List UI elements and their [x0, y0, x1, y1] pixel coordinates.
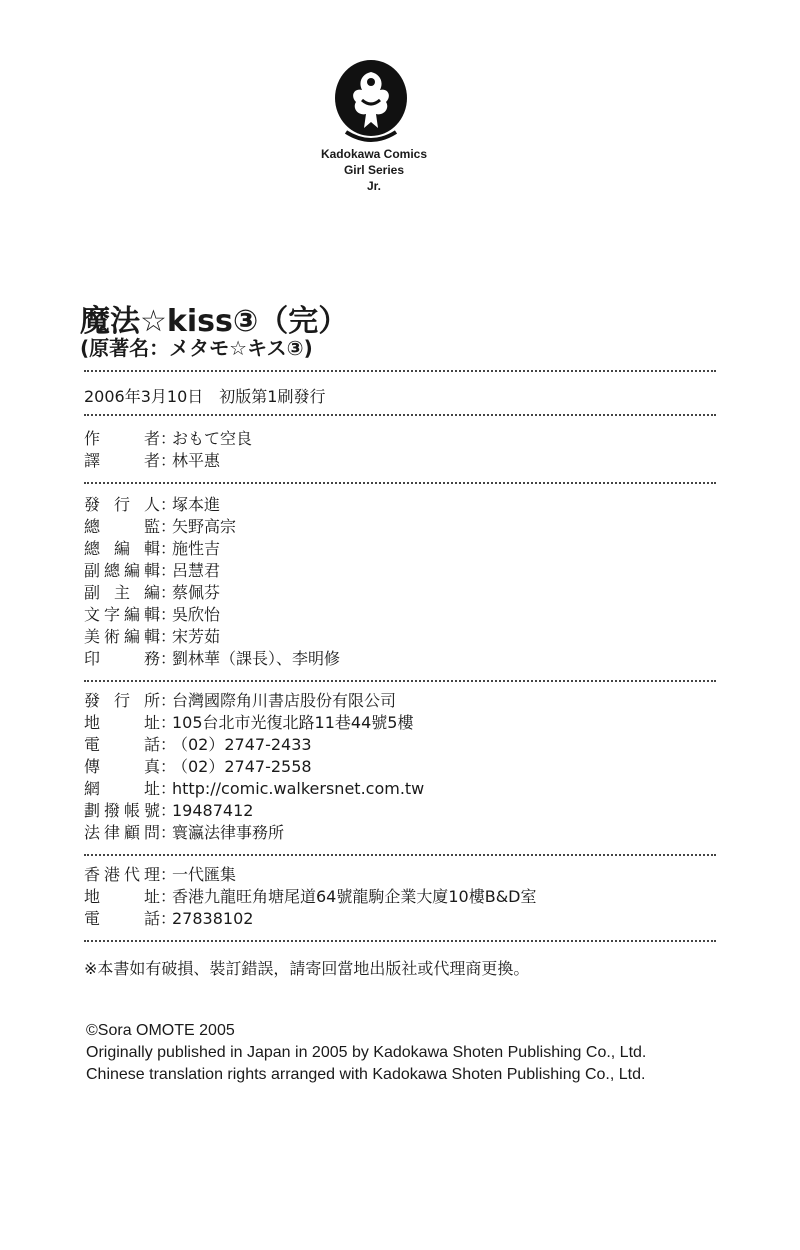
imprint-line: Jr.	[366, 179, 381, 193]
credit-label: 印務	[84, 649, 160, 668]
credit-label: 網址	[84, 779, 160, 798]
dotted-divider	[84, 854, 716, 856]
hk-agent-block	[84, 864, 537, 930]
credit-value: 呂慧君	[172, 561, 221, 580]
credit-value: 吳欣怡	[172, 605, 221, 624]
credit-row: 總編輯：施性吉	[84, 539, 221, 558]
credit-value: 蔡佩芬	[172, 583, 221, 602]
credit-row: 網址：http://comic.walkersnet.com.tw	[84, 779, 425, 798]
credit-row: 電話：27838102	[84, 909, 254, 928]
credit-value: 塚本進	[172, 495, 221, 514]
credit-row: 地址：105台北市光復北路11巷44號5樓	[84, 713, 414, 732]
phoenix-logo-icon	[332, 58, 410, 144]
credit-value: （02）2747-2558	[172, 757, 312, 776]
credit-row: 作者：おもて空良	[84, 429, 253, 448]
damage-notice: ※本書如有破損、裝訂錯誤，請寄回當地出版社或代理商更換。	[84, 959, 530, 978]
credit-label: 傳真	[84, 757, 160, 776]
credit-label: 譯者	[84, 451, 160, 470]
credit-value: 劉林華（課長）、李明修	[172, 649, 341, 668]
author-block	[84, 428, 252, 472]
credit-row: 劃撥帳號：19487412	[84, 801, 254, 820]
credit-label: 地址	[84, 887, 160, 906]
credit-value: 矢野高宗	[172, 517, 237, 536]
credit-value: おもて空良	[172, 429, 253, 448]
credit-label: 作者	[84, 429, 160, 448]
credit-value: 香港九龍旺角塘尾道64號龍駒企業大廈10樓B&D室	[172, 887, 537, 906]
copyright-line: Originally published in Japan in 2005 by Kadokawa Shoten Publishing Co., Ltd.	[86, 1044, 647, 1061]
credit-row: 譯者：林平惠	[84, 451, 221, 470]
credit-row: 法律顧問：寰瀛法律事務所	[84, 823, 285, 842]
credit-row: 發行人：塚本進	[84, 495, 221, 514]
credit-value: （02）2747-2433	[172, 735, 312, 754]
credit-label: 文字編輯	[84, 605, 160, 624]
credit-value: 105台北市光復北路11巷44號5樓	[172, 713, 414, 732]
credit-value: 一代匯集	[172, 865, 237, 884]
original-title: (原著名：メタモ☆キス③)	[80, 336, 313, 360]
publication-date: 2006年3月10日 初版第1刷發行	[84, 387, 326, 406]
credit-row: 美術編輯：宋芳茹	[84, 627, 221, 646]
imprint-line: Kadokawa Comics	[320, 147, 428, 161]
copyright-block	[86, 1020, 646, 1086]
credit-row: 發行所：台灣國際角川書店股份有限公司	[84, 691, 397, 710]
credit-row: 傳真：（02）2747-2558	[84, 757, 312, 776]
dotted-divider	[84, 940, 716, 942]
credit-row: 副總編輯：呂慧君	[84, 561, 221, 580]
credit-row: 地址：香港九龍旺角塘尾道64號龍駒企業大廈10樓B&D室	[84, 887, 537, 906]
copyright-line: Chinese translation rights arranged with Kadokawa Shoten Publishing Co., Ltd.	[86, 1066, 646, 1083]
credit-row: 香港代理：一代匯集	[84, 865, 237, 884]
dotted-divider	[84, 370, 716, 372]
credit-label: 發行所	[84, 691, 160, 710]
credit-label: 香港代理	[84, 865, 160, 884]
credit-label: 地址	[84, 713, 160, 732]
credit-row: 電話：（02）2747-2433	[84, 735, 312, 754]
credit-label: 電話	[84, 909, 160, 928]
copyright-line: ©Sora OMOTE 2005	[86, 1022, 235, 1039]
credit-value: 27838102	[172, 909, 254, 928]
staff-block	[84, 494, 340, 670]
credit-label: 總編輯	[84, 539, 160, 558]
credit-value: 台灣國際角川書店股份有限公司	[172, 691, 397, 710]
publisher-block	[84, 690, 424, 844]
credit-value: http://comic.walkersnet.com.tw	[172, 779, 425, 798]
credit-label: 美術編輯	[84, 627, 160, 646]
credit-value: 施性吉	[172, 539, 221, 558]
credit-label: 發行人	[84, 495, 160, 514]
credit-value: 宋芳茹	[172, 627, 221, 646]
dotted-divider	[84, 482, 716, 484]
dotted-divider	[84, 680, 716, 682]
credit-value: 寰瀛法律事務所	[172, 823, 285, 842]
credit-row: 副主編：蔡佩芬	[84, 583, 221, 602]
credit-label: 副總編輯	[84, 561, 160, 580]
credit-label: 電話	[84, 735, 160, 754]
book-title: 魔法☆kiss③（完）	[80, 304, 349, 339]
credit-row: 印務：劉林華（課長）、李明修	[84, 649, 341, 668]
credit-value: 林平惠	[172, 451, 221, 470]
dotted-divider	[84, 414, 716, 416]
credit-label: 總監	[84, 517, 160, 536]
credit-row: 總監：矢野高宗	[84, 517, 237, 536]
credit-label: 劃撥帳號	[84, 801, 160, 820]
credit-row: 文字編輯：吳欣怡	[84, 605, 221, 624]
credit-label: 法律顧問	[84, 823, 160, 842]
imprint-line: Girl Series	[343, 163, 405, 177]
imprint-label	[300, 146, 448, 194]
credit-label: 副主編	[84, 583, 160, 602]
credit-value: 19487412	[172, 801, 254, 820]
